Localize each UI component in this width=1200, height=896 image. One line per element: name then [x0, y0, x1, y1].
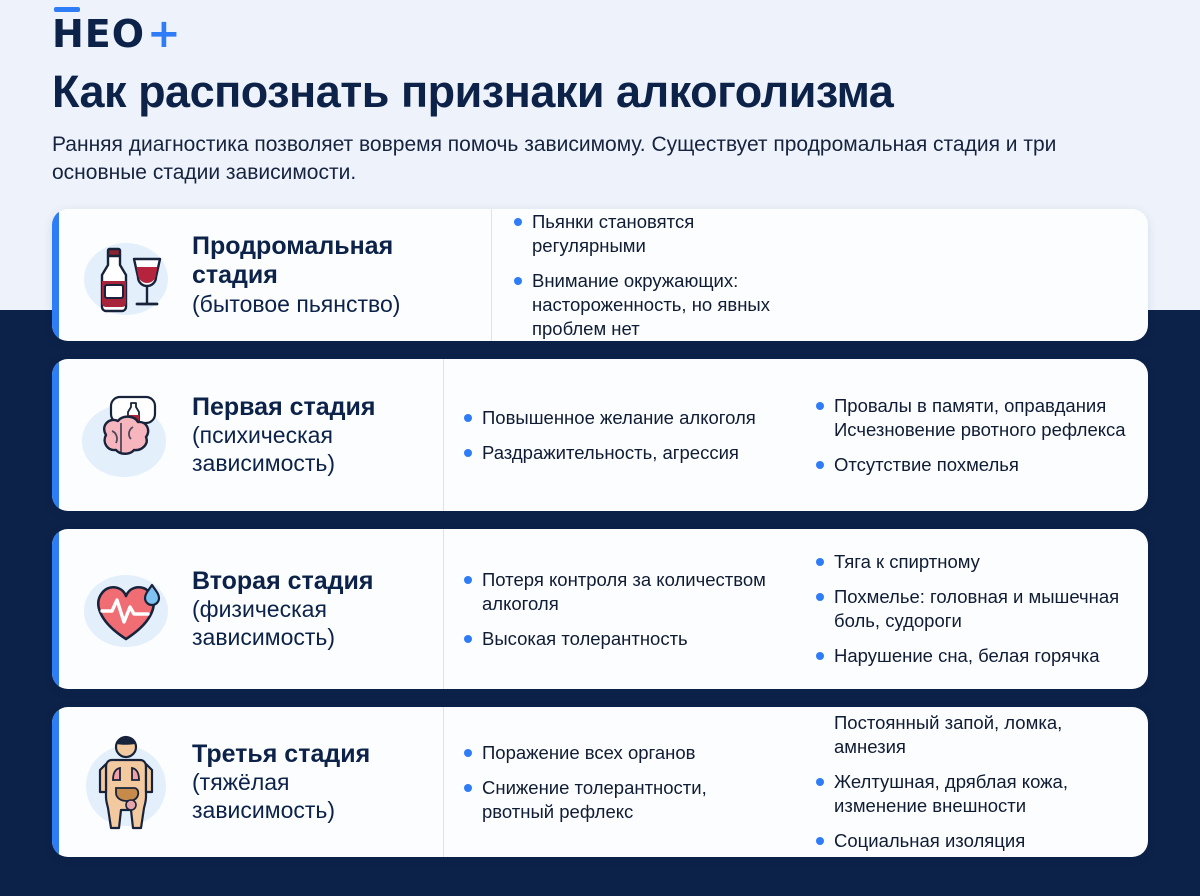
- stage-card: [52, 707, 1148, 857]
- list-item: [816, 394, 1130, 442]
- brand-logo-text: [52, 11, 182, 57]
- stage-column: [796, 707, 1148, 857]
- bullet-dot-icon: [464, 635, 472, 643]
- list-item-text: Повышенное желание алкоголя: [482, 406, 756, 428]
- list-item-text: Внимание окружающих: настороженность, но явных проблем нет: [532, 269, 770, 339]
- stage-title-bold: Вторая стадия: [192, 566, 374, 595]
- brand-plus: +: [147, 11, 182, 57]
- brand-logo: [52, 0, 1148, 57]
- bullet-dot-icon: [464, 576, 472, 584]
- stage-title-plain: (психическая зависимость): [192, 422, 336, 477]
- stage-title: [192, 359, 444, 511]
- logo-bar-icon: [54, 7, 80, 12]
- stage-title: [192, 529, 444, 689]
- human-body-organs-icon: [52, 707, 192, 857]
- stage-title-bold: Первая стадия: [192, 392, 376, 421]
- list-item: [464, 741, 778, 765]
- stage-column-empty: [820, 265, 1148, 285]
- list-item-text: Высокая толерантность: [482, 627, 688, 649]
- list-item-text: Социальная изоляция: [834, 830, 1026, 852]
- stage-column: [444, 558, 796, 661]
- bullet-dot-icon: [816, 593, 824, 601]
- stage-columns: [444, 529, 1148, 689]
- list-item: [816, 770, 1130, 818]
- list-item-text: Постоянный запой, ломка, амнезия: [834, 712, 1063, 758]
- stage-title-plain: (физическая зависимость): [192, 596, 336, 651]
- list-item-text: Отсутствие похмелья: [834, 453, 1019, 475]
- list-item-text: Провалы в памяти, оправдания Исчезновение рвотного рефлекса: [834, 394, 1126, 440]
- list-item-text: Похмелье: головная и мышечная боль, судороги: [834, 586, 1120, 632]
- stage-columns: [492, 209, 1148, 341]
- bullet-dot-icon: [514, 218, 522, 226]
- list-item-text: Пьянки становятся регулярными: [532, 210, 695, 256]
- list-item: [464, 627, 778, 651]
- bullet-dot-icon: [464, 414, 472, 422]
- stage-card-list: [52, 209, 1148, 857]
- stage-title-bold: Третья стадия: [192, 739, 371, 768]
- stage-column: [444, 396, 796, 475]
- bullet-dot-icon: [514, 277, 522, 285]
- brand-name: HEO: [52, 12, 146, 56]
- list-item-text: Потеря контроля за количеством алкоголя: [482, 568, 766, 614]
- list-item: [816, 550, 1130, 574]
- bullet-dot-icon: [816, 402, 824, 410]
- stage-card: [52, 529, 1148, 689]
- list-item: [816, 453, 1130, 477]
- list-item-text: Желтушная, дряблая кожа, изменение внешности: [834, 771, 1068, 817]
- bullet-dot-icon: [816, 558, 824, 566]
- stage-title: [192, 707, 444, 857]
- stage-column: [796, 540, 1148, 678]
- stage-title-plain: (тяжёлая зависимость): [192, 769, 336, 824]
- list-item-text: Поражение всех органов: [482, 741, 696, 763]
- list-item: [464, 568, 778, 616]
- bullet-dot-icon: [816, 652, 824, 660]
- stage-card: [52, 209, 1148, 341]
- bullet-dot-icon: [464, 784, 472, 792]
- page-subtitle: Ранняя диагностика позволяет вовремя помочь зависимому. Существует продромальная стадия и три основные стадии зависимости.: [52, 132, 1057, 184]
- stage-column: [492, 209, 820, 341]
- list-item-text: Нарушение сна, белая горячка: [834, 645, 1100, 667]
- list-item: [816, 829, 1130, 853]
- list-item: [514, 269, 802, 341]
- bullet-dot-icon: [816, 778, 824, 786]
- wine-bottle-and-glass-icon: [52, 209, 192, 341]
- list-item: [464, 776, 778, 824]
- stage-title-bold: Продромальная стадия: [192, 231, 394, 290]
- stage-card: [52, 359, 1148, 511]
- bullet-dot-icon: [816, 461, 824, 469]
- heart-with-pulse-icon: [52, 529, 192, 689]
- stage-columns: [444, 707, 1148, 857]
- list-item-text: Снижение толерантности, рвотный рефлекс: [482, 776, 707, 822]
- list-item-text: Раздражительность, агрессия: [482, 441, 739, 463]
- stage-title: [192, 209, 492, 341]
- page-title: Как распознать признаки алкоголизма: [52, 66, 894, 117]
- brain-with-thought-bubble-icon: [52, 359, 192, 511]
- bullet-dot-icon: [464, 749, 472, 757]
- list-item-text: Тяга к спиртному: [834, 551, 980, 573]
- stage-column: [796, 384, 1148, 487]
- stage-title-plain: (бытовое пьянство): [192, 290, 401, 317]
- bullet-dot-icon: [464, 449, 472, 457]
- list-item: [816, 644, 1130, 668]
- list-item: [514, 210, 802, 258]
- stage-columns: [444, 359, 1148, 511]
- stage-column: [444, 731, 796, 834]
- list-item: [816, 711, 1130, 759]
- list-item: [464, 441, 778, 465]
- bullet-dot-icon: [816, 837, 824, 845]
- list-item: [816, 585, 1130, 633]
- list-item: [464, 406, 778, 430]
